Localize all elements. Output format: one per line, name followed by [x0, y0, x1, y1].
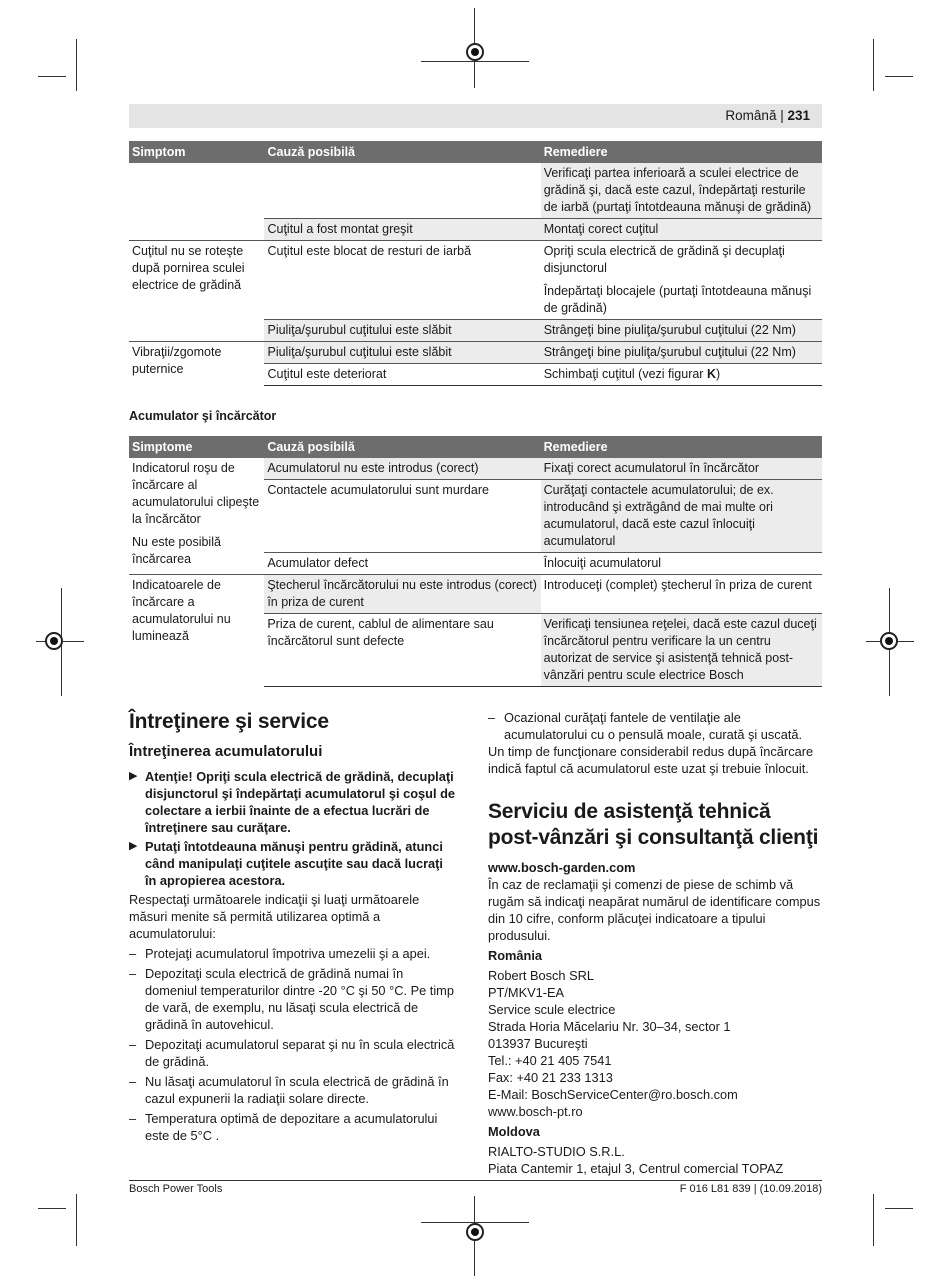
table-cell: [541, 241, 822, 320]
warning-item: [129, 838, 457, 889]
table-cell: [541, 364, 822, 386]
crop-mark: [38, 76, 66, 77]
list-item: [129, 965, 457, 1033]
table-row: [129, 219, 822, 241]
dash-marker: –: [129, 946, 137, 961]
remedy-text: Schimbaţi cuţitul (vezi figurar: [543, 367, 707, 381]
country-heading: România: [488, 948, 543, 963]
footer-divider: [129, 1180, 822, 1181]
symptom-cell: [129, 458, 264, 575]
address-line: Robert Bosch SRL: [488, 968, 594, 983]
table-cell: Verificaţi partea inferioară a sculei electrice de grădină şi, dacă este cazul, îndepărtaţi resturile de iarbă (purtaţi întotdeauna mănuşi de grădină): [541, 163, 822, 219]
dash-marker: –: [129, 966, 137, 981]
crop-mark: [873, 39, 874, 91]
figure-ref: K: [706, 367, 716, 381]
list-item: [129, 1036, 457, 1070]
symptom-cell: Vibraţii/zgomote puternice: [129, 342, 264, 386]
remedy-text: ): [715, 367, 721, 381]
table-cell: Acumulatorul nu este introdus (corect): [264, 458, 540, 480]
column-header: Remediere: [541, 141, 822, 163]
table-cell: Acumulator defect: [264, 553, 540, 575]
section-heading: Întreţinere şi service: [129, 710, 329, 733]
address-line: RIALTO-STUDIO S.R.L.: [488, 1144, 625, 1159]
address-line: PT/MKV1-EA: [488, 985, 565, 1000]
table-row: [129, 458, 822, 480]
remedy-line: Îndepărtaţi blocajele (purtaţi întotdeauna mănuşi de grădină): [543, 284, 812, 315]
column-header: Simptome: [129, 436, 264, 458]
list-item: [488, 709, 822, 743]
table-row: [129, 342, 822, 364]
address-line: Tel.: +40 21 405 7541: [488, 1053, 612, 1068]
list-item-text: Depozitaţi acumulatorul separat şi nu în scula electrică de grădină.: [145, 1037, 455, 1069]
crop-mark: [885, 1208, 913, 1209]
dash-marker: –: [129, 1037, 137, 1052]
table-cell: [129, 163, 264, 219]
registration-mark-icon: [880, 632, 898, 650]
table-cell: Strângeţi bine piuliţa/şurubul cuţitului (22 Nm): [541, 320, 822, 342]
list-item-text: Protejaţi acumulatorul împotriva umezelii şi a apei.: [145, 946, 431, 961]
list-item: [129, 945, 457, 962]
paragraph: Un timp de funcţionare considerabil redus după încărcare indică faptul că acumulatorul este uzat şi trebuie înlocuit.: [488, 744, 814, 776]
dash-marker: –: [488, 710, 496, 725]
email-link[interactable]: E-Mail: BoschServiceCenter@ro.bosch.com: [488, 1087, 738, 1102]
table-cell: Piuliţa/şurubul cuţitului este slăbit: [264, 342, 540, 364]
registration-mark-icon: [45, 632, 63, 650]
symptom-cell: Indicatoarele de încărcare a acumulatorului nu luminează: [129, 575, 264, 687]
list-item-text: Depozitaţi scula electrică de grădină numai în domeniul temperaturilor dintre -20 °C şi 50 °C. Pe timp de vară, de exemplu, nu lăsaţi scula electrică de grădină în autovehicul.: [145, 966, 454, 1032]
symptom-line: Nu este posibilă încărcarea: [132, 535, 221, 566]
table-cell: Cuţitul este deteriorat: [264, 364, 540, 386]
table-header-row: [129, 436, 822, 458]
table-row: [129, 241, 822, 320]
table-cell: Fixaţi corect acumulatorul în încărcător: [541, 458, 822, 480]
footer-doc-id: F 016 L81 839 | (10.09.2018): [679, 1183, 822, 1195]
right-column: [488, 709, 822, 1177]
dash-marker: –: [129, 1074, 137, 1089]
list-item-text: Ocazional curăţaţi fantele de ventilaţie ale acumulatorului cu o pensulă moale, curată şi uscată.: [504, 710, 803, 742]
remedy-line: Opriţi scula electrică de grădină şi decuplaţi disjunctorul: [543, 244, 785, 275]
crop-mark: [885, 76, 913, 77]
table-cell: Priza de curent, cablul de alimentare sau încărcătorul sunt defecte: [264, 614, 540, 687]
table-cell: Ştecherul încărcătorului nu este introdus (corect) în priza de curent: [264, 575, 540, 614]
address-line: Service scule electrice: [488, 1002, 616, 1017]
address-line: 013937 Bucureşti: [488, 1036, 588, 1051]
symptom-cell: Cuţitul nu se roteşte după pornirea sculei electrice de grădină: [129, 241, 264, 342]
troubleshooting-table-tool: [129, 141, 822, 386]
website-link[interactable]: www.bosch-pt.ro: [488, 1104, 583, 1119]
column-header: Remediere: [541, 436, 822, 458]
list-item-text: Temperatura optimă de depozitare a acumulatorului este de 5°C .: [145, 1111, 438, 1143]
table-cell: Introduceţi (complet) ştecherul în priza de curent: [541, 575, 822, 614]
table-cell: Montaţi corect cuţitul: [541, 219, 822, 241]
symptom-line: Indicatorul roşu de încărcare al acumulatorului clipeşte la încărcător: [132, 461, 260, 526]
page-number: 231: [787, 108, 810, 123]
warning-arrow-icon: ▶: [129, 770, 138, 782]
footer-brand: Bosch Power Tools: [129, 1183, 223, 1195]
address-block: [488, 1143, 822, 1177]
paragraph: În caz de reclamaţii şi comenzi de piese de schimb vă rugăm să indicaţi neapărat numărul de identificare compus din 10 cifre, conform plăcuţei indicatoare a tipului produsului.: [488, 877, 821, 943]
table-cell: Curăţaţi contactele acumulatorului; de ex. introducând şi extrăgând de mai multe ori acumulatorul, dacă este cazul înlocuiţi acumulatorul: [541, 480, 822, 553]
table-cell: Verificaţi tensiunea reţelei, dacă este cazul duceţi încărcătorul pentru verificare la un centru autorizat de service şi asistenţă tehnică post-vânzări pentru scule electrice Bosch: [541, 614, 822, 687]
header-text: Română | 231: [725, 108, 810, 123]
warning-arrow-icon: ▶: [129, 840, 138, 852]
column-header: Simptom: [129, 141, 264, 163]
column-header: Cauză posibilă: [264, 436, 540, 458]
table-row: [129, 575, 822, 614]
table-cell: Piuliţa/şurubul cuţitului este slăbit: [264, 320, 540, 342]
table-cell: [129, 219, 264, 241]
table-cell: Cuţitul este blocat de resturi de iarbă: [264, 241, 540, 320]
country-heading: Moldova: [488, 1124, 540, 1139]
warning-text: Putaţi întotdeauna mănuşi pentru grădină, atunci când manipulaţi cuţitele ascuţite sau dacă lucraţi în apropierea acestora.: [145, 839, 443, 888]
troubleshooting-table-battery: [129, 436, 822, 687]
crop-mark: [873, 1194, 874, 1246]
warning-text: Atenţie! Opriţi scula electrică de grădină, decuplaţi disjunctorul şi îndepărtaţi acumulatorul şi coşul de colectare a ierbii înainte de a efectua lucrări de întreţinere sau curăţare.: [145, 769, 456, 835]
page-header: [129, 104, 822, 128]
crop-mark: [76, 1194, 77, 1246]
table-header-row: [129, 141, 822, 163]
table-cell: Contactele acumulatorului sunt murdare: [264, 480, 540, 553]
dash-marker: –: [129, 1111, 137, 1126]
crop-mark: [38, 1208, 66, 1209]
table-cell: Cuţitul a fost montat greşit: [264, 219, 540, 241]
list-item: [129, 1110, 457, 1144]
warning-item: [129, 768, 457, 836]
header-language: Română: [725, 108, 777, 123]
list-item: [129, 1073, 457, 1107]
address-line: Strada Horia Măcelariu Nr. 30–34, sector 1: [488, 1019, 731, 1034]
column-header: Cauză posibilă: [264, 141, 540, 163]
address-line: Piata Cantemir 1, etajul 3, Centrul comercial TOPAZ: [488, 1161, 784, 1176]
table-cell: Strângeţi bine piuliţa/şurubul cuţitului (22 Nm): [541, 342, 822, 364]
section-title: Acumulator şi încărcător: [129, 409, 277, 423]
paragraph: Respectaţi următoarele indicaţii şi luaţi următoarele măsuri menite să permită utilizarea optimă a acumulatorului:: [129, 892, 420, 941]
registration-mark-icon: [466, 1223, 484, 1241]
website-link[interactable]: www.bosch-garden.com: [488, 860, 636, 875]
crop-mark: [421, 61, 529, 62]
left-column: [129, 709, 457, 1144]
section-heading: Serviciu de asistenţă tehnică post-vânzări şi consultanţă clienţi: [488, 800, 819, 849]
table-cell: Înlocuiţi acumulatorul: [541, 553, 822, 575]
address-block: [488, 967, 822, 1120]
subsection-heading: Întreţinerea acumulatorului: [129, 743, 323, 760]
registration-mark-icon: [466, 43, 484, 61]
crop-mark: [76, 39, 77, 91]
address-line: Fax: +40 21 233 1313: [488, 1070, 613, 1085]
list-item-text: Nu lăsaţi acumulatorul în scula electrică de grădină în cazul expunerii la radiaţii solare directe.: [145, 1074, 449, 1106]
table-cell: [264, 163, 540, 219]
table-row: [129, 163, 822, 219]
